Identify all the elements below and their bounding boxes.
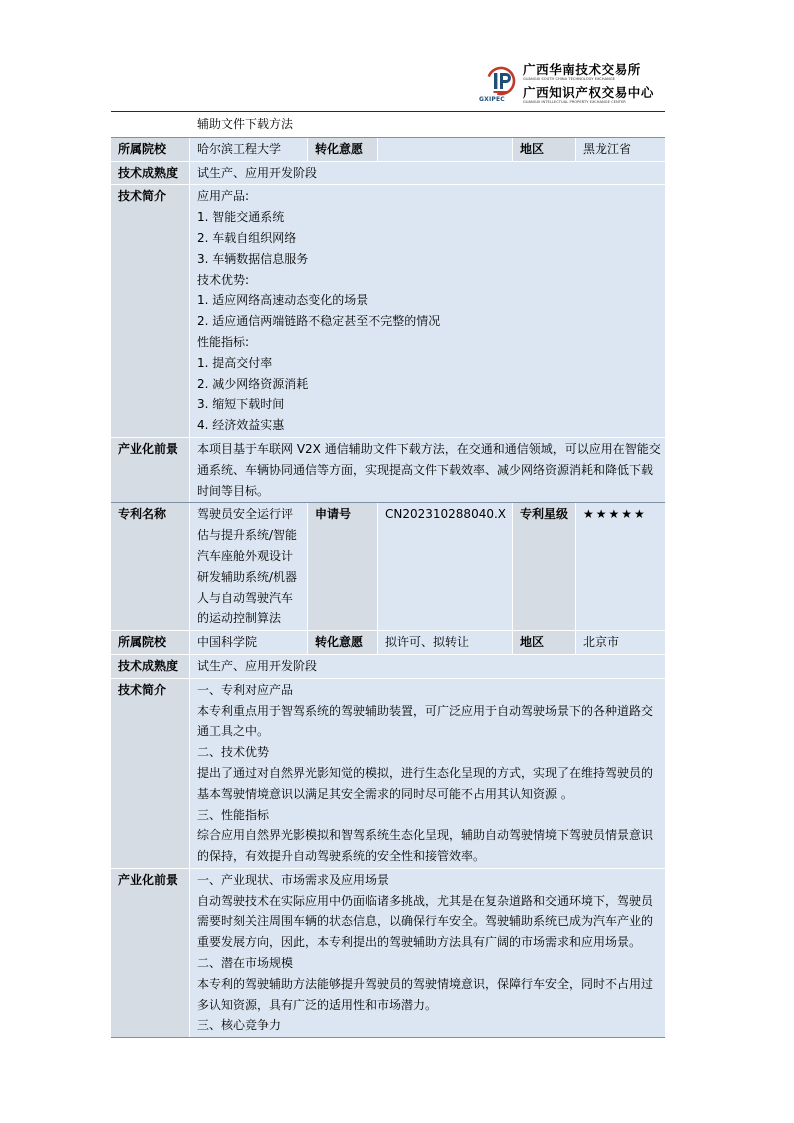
prospect-line: 多认知资源，具有广泛的适用性和市场潜力。 <box>197 997 438 1012</box>
intro-line: 2. 适应通信两端链路不稳定甚至不完整的情况 <box>197 314 441 329</box>
patent-name-line: 汽车座舱外观设计 <box>197 548 294 563</box>
prospect-value <box>190 438 665 502</box>
prospect-line: 二、潜在市场规模 <box>197 956 294 971</box>
empty-label-cell <box>111 113 190 136</box>
table-row <box>111 137 665 162</box>
header-logo <box>479 62 668 108</box>
prospect-line: 一、产业现状、市场需求及应用场景 <box>197 872 390 887</box>
intro-line: 的保持，有效提升自动驾驶系统的安全性和接管效率。 <box>197 849 486 864</box>
institution-label: 所属院校 <box>111 138 190 161</box>
prospect-line: 时间等目标。 <box>197 483 270 498</box>
patent-name-label: 专利名称 <box>111 503 190 630</box>
intro-value <box>190 185 665 437</box>
logo-abbreviation: GXIPEC <box>479 96 505 103</box>
intro-line: 技术优势: <box>197 272 250 287</box>
patent-title-tail: 辅助文件下载方法 <box>190 113 308 136</box>
table-row <box>111 503 665 631</box>
patent-name-line: 驾驶员安全运行评 <box>197 507 294 522</box>
intent-value <box>378 138 513 161</box>
application-number-value: CN202310288040.X <box>378 503 513 630</box>
intro-line: 1. 智能交通系统 <box>197 210 285 225</box>
intro-value <box>190 679 665 868</box>
intro-line: 提出了通过对自然界光影知觉的模拟，进行生态化呈现的方式，实现了在维持驾驶员的 <box>197 765 654 780</box>
intro-line: 三、性能指标 <box>197 807 270 822</box>
org-name-secondary-en: GUANGXI INTELLECTUAL PROPERTY EXCHANGE CENTER <box>523 100 626 104</box>
intro-line: 性能指标: <box>197 334 250 349</box>
table-row <box>111 185 665 438</box>
org-name-primary: 广西华南技术交易所 <box>523 62 641 77</box>
table-row <box>111 679 665 869</box>
intro-line: 3. 缩短下载时间 <box>197 397 285 412</box>
prospect-line: 需要时刻关注周围车辆的状态信息，以确保行车安全。驾驶辅助系统已成为汽车产业的 <box>197 914 654 929</box>
empty-cell <box>378 113 513 136</box>
patent-stars-rating: ★★★★★ <box>576 503 665 630</box>
prospect-label: 产业化前景 <box>111 869 190 1037</box>
table-row <box>111 631 665 655</box>
patent-info-table <box>111 113 665 1038</box>
institution-value: 哈尔滨工程大学 <box>190 138 308 161</box>
intro-line: 通工具之中。 <box>197 724 270 739</box>
intro-line: 本专利重点用于智驾系统的驾驶辅助装置，可广泛应用于自动驾驶场景下的各种道路交 <box>197 703 654 718</box>
intro-line: 基本驾驶情境意识以满足其安全需求的同时尽可能不占用其认知资源 。 <box>197 786 573 801</box>
table-row <box>111 438 665 503</box>
intent-label: 转化意愿 <box>308 631 378 654</box>
intro-label: 技术简介 <box>111 679 190 868</box>
patent-stars-label: 专利星级 <box>513 503 576 630</box>
region-value: 黑龙江省 <box>576 138 665 161</box>
region-value: 北京市 <box>576 631 665 654</box>
intro-line: 一、专利对应产品 <box>197 682 294 697</box>
patent-name-line: 人与自动驾驶汽车 <box>197 590 294 605</box>
region-label: 地区 <box>513 138 576 161</box>
org-name-secondary: 广西知识产权交易中心 <box>523 85 655 100</box>
intro-line: 2. 车载自组织网络 <box>197 230 297 245</box>
patent-name-value <box>190 503 308 630</box>
header-divider <box>111 111 665 112</box>
application-number-label: 申请号 <box>308 503 378 630</box>
maturity-value: 试生产、应用开发阶段 <box>190 162 665 185</box>
institution-label: 所属院校 <box>111 631 190 654</box>
intent-value: 拟许可、拟转让 <box>378 631 513 654</box>
empty-cell <box>308 113 378 136</box>
region-label: 地区 <box>513 631 576 654</box>
maturity-label: 技术成熟度 <box>111 162 190 185</box>
patent-name-line: 研发辅助系统/机器 <box>197 569 298 584</box>
prospect-line: 自动驾驶技术在实际应用中仍面临诸多挑战，尤其是在复杂道路和交通环境下，驾驶员 <box>197 893 654 908</box>
intro-line: 3. 车辆数据信息服务 <box>197 251 309 266</box>
maturity-label: 技术成熟度 <box>111 655 190 678</box>
intro-line: 二、技术优势 <box>197 745 270 760</box>
table-row <box>111 655 665 679</box>
prospect-line: 本项目基于车联网 V2X 通信辅助文件下载方法，在交通和通信领域，可以应用在智能交 <box>197 441 661 456</box>
intro-line: 综合应用自然界光影模拟和智驾系统生态化呈现，辅助自动驾驶情境下驾驶员情景意识 <box>197 828 654 843</box>
intro-line: 应用产品: <box>197 189 250 204</box>
table-row <box>111 113 665 137</box>
intro-line: 4. 经济效益实惠 <box>197 418 285 433</box>
intro-line: 2. 减少网络资源消耗 <box>197 376 309 391</box>
patent-name-line: 的运动控制算法 <box>197 611 282 626</box>
prospect-line: 三、核心竞争力 <box>197 1018 282 1033</box>
prospect-label: 产业化前景 <box>111 438 190 502</box>
org-name-primary-en: GUANGXI SOUTH CHINA TECHNOLOGY EXCHANGE <box>523 77 616 81</box>
intent-label: 转化意愿 <box>308 138 378 161</box>
empty-cell <box>576 113 665 136</box>
intro-line: 1. 适应网络高速动态变化的场景 <box>197 293 369 308</box>
institution-value: 中国科学院 <box>190 631 308 654</box>
patent-name-line: 估与提升系统/智能 <box>197 528 298 543</box>
table-row <box>111 869 665 1038</box>
prospect-line: 通系统、车辆协同通信等方面，实现提高文件下载效率、减少网络资源消耗和降低下载 <box>197 462 654 477</box>
prospect-line: 本专利的驾驶辅助方法能够提升驾驶员的驾驶情境意识，保障行车安全，同时不占用过 <box>197 976 654 991</box>
prospect-line: 重要发展方向，因此，本专利提出的驾驶辅助方法具有广阔的市场需求和应用场景。 <box>197 935 642 950</box>
intro-label: 技术简介 <box>111 185 190 437</box>
empty-cell <box>513 113 576 136</box>
table-row <box>111 162 665 186</box>
intro-line: 1. 提高交付率 <box>197 355 273 370</box>
maturity-value: 试生产、应用开发阶段 <box>190 655 665 678</box>
prospect-value <box>190 869 665 1037</box>
